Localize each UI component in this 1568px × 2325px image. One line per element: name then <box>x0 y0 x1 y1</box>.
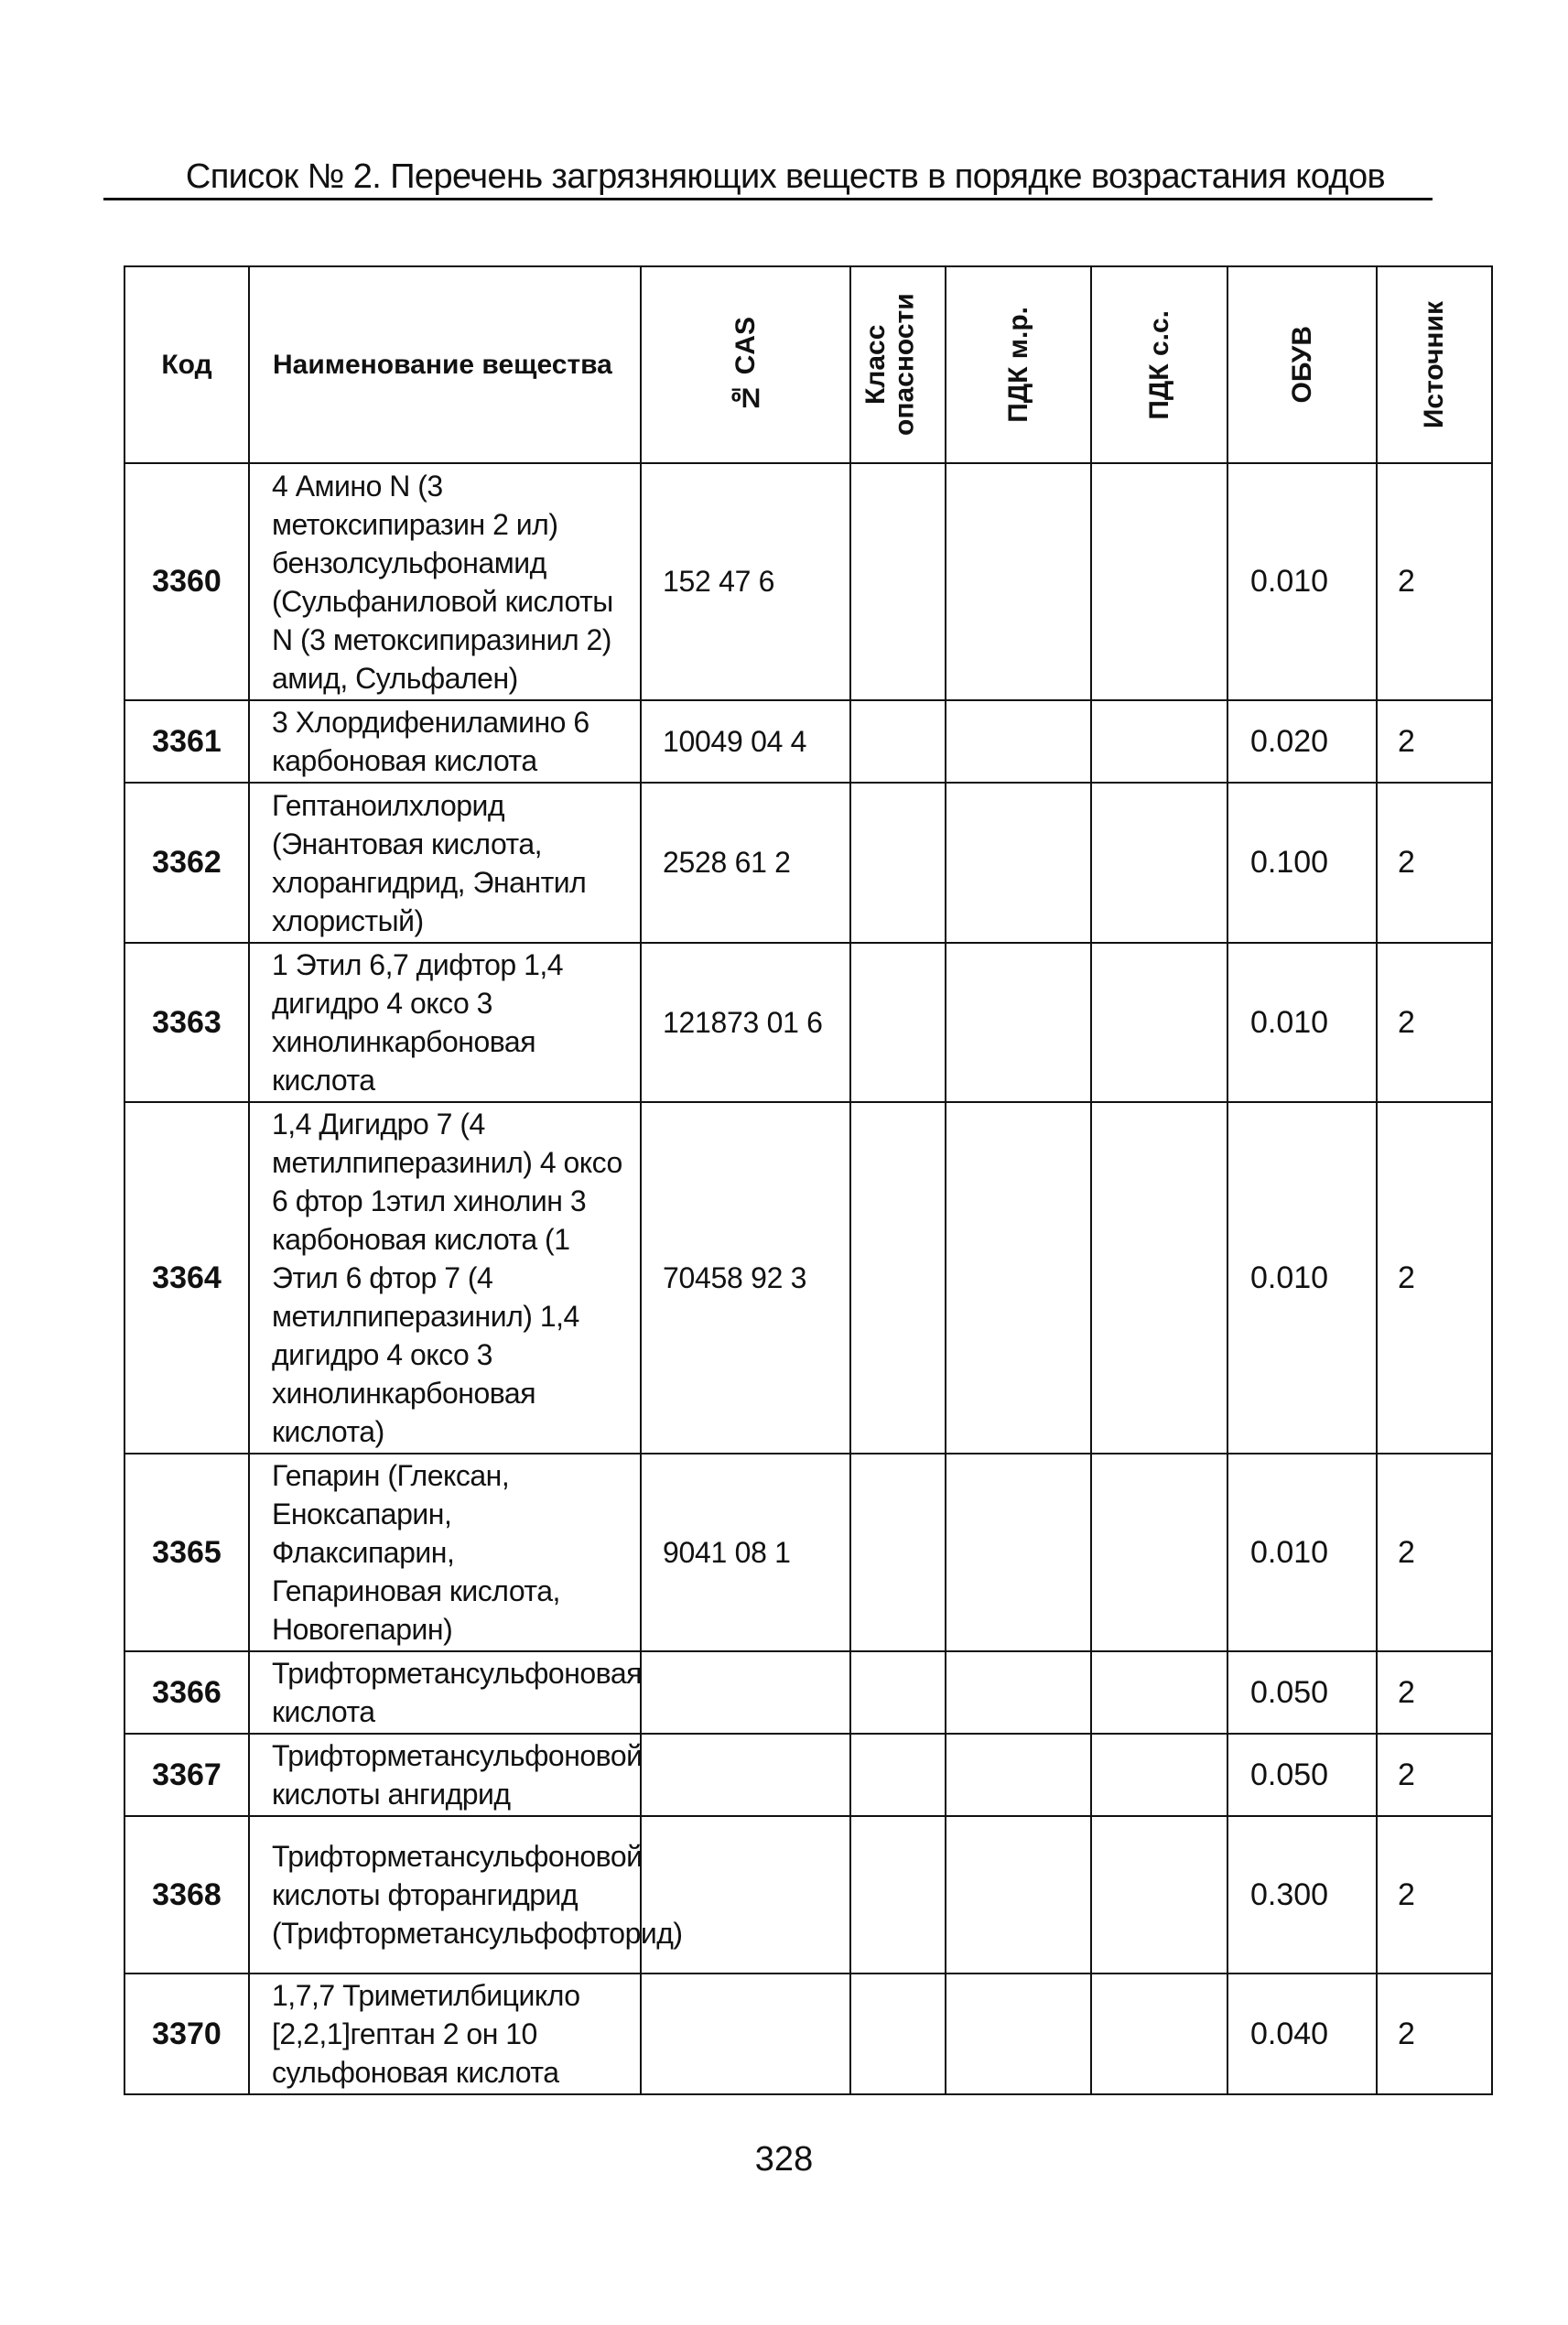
header-cas <box>641 266 850 463</box>
cell-obuv: 0.040 <box>1227 1974 1377 2094</box>
cell-source: 2 <box>1377 1816 1492 1974</box>
cell-hazard-class <box>850 1651 946 1734</box>
table-row <box>124 1974 1492 2094</box>
cell-pdk-mr <box>946 1102 1091 1454</box>
cell-pdk-ss <box>1091 700 1227 783</box>
cell-pdk-mr <box>946 1816 1091 1974</box>
cell-pdk-mr <box>946 1734 1091 1816</box>
cell-obuv: 0.010 <box>1227 1454 1377 1651</box>
cell-pdk-mr <box>946 463 1091 700</box>
header-source <box>1377 266 1492 463</box>
table-row <box>124 1651 1492 1734</box>
cell-name: Трифторметансульфоновой кислоты ангидрид <box>249 1734 641 1816</box>
cell-code: 3365 <box>124 1454 249 1651</box>
cell-pdk-ss <box>1091 943 1227 1102</box>
cell-pdk-mr <box>946 943 1091 1102</box>
table-row <box>124 1102 1492 1454</box>
header-obuv <box>1227 266 1377 463</box>
cell-source: 2 <box>1377 783 1492 943</box>
cell-pdk-ss <box>1091 1816 1227 1974</box>
cell-hazard-class <box>850 1102 946 1454</box>
cell-pdk-ss <box>1091 783 1227 943</box>
cell-cas <box>641 1816 850 1974</box>
cell-name: 1,4 Дигидро 7 (4 метилпиперазинил) 4 оксо 6 фтор 1этил хинолин 3 карбоновая кислота (1 Этил 6 фтор 7 (4 метилпиперазинил) 1,4 дигидро 4 оксо 3 хинолинкарбоновая кислота) <box>249 1102 641 1454</box>
cell-pdk-ss <box>1091 1651 1227 1734</box>
cell-name: Трифторметансульфоновая кислота <box>249 1651 641 1734</box>
header-cas-label: № CAS <box>730 317 761 413</box>
header-source-label: Источник <box>1419 300 1450 429</box>
cell-hazard-class <box>850 783 946 943</box>
cell-cas <box>641 1651 850 1734</box>
cell-name: Трифторметансульфоновой кислоты фторангидрид (Трифторметансульфофторид) <box>249 1816 641 1974</box>
cell-source: 2 <box>1377 1734 1492 1816</box>
cell-cas <box>641 1974 850 2094</box>
cell-code: 3370 <box>124 1974 249 2094</box>
cell-pdk-mr <box>946 1974 1091 2094</box>
header-hazard-class <box>850 266 946 463</box>
cell-code: 3368 <box>124 1816 249 1974</box>
cell-name: 1,7,7 Триметилбицикло [2,2,1]гептан 2 он 10 сульфоновая кислота <box>249 1974 641 2094</box>
page-title: Список № 2. Перечень загрязняющих веществ в порядке возрастания кодов <box>185 157 1386 196</box>
header-pdk-mr-label: ПДК м.р. <box>1002 307 1033 423</box>
title-underline <box>103 198 1433 200</box>
cell-code: 3363 <box>124 943 249 1102</box>
cell-pdk-ss <box>1091 1974 1227 2094</box>
table-header-row <box>124 266 1492 463</box>
cell-source: 2 <box>1377 463 1492 700</box>
cell-cas: 9041 08 1 <box>641 1454 850 1651</box>
table-body <box>124 463 1492 2094</box>
cell-obuv: 0.010 <box>1227 943 1377 1102</box>
header-hazard-class-label: Класс опасности <box>860 293 920 437</box>
cell-name: 1 Этил 6,7 дифтор 1,4 дигидро 4 оксо 3 хинолинкарбоновая кислота <box>249 943 641 1102</box>
cell-pdk-ss <box>1091 1102 1227 1454</box>
cell-obuv: 0.050 <box>1227 1734 1377 1816</box>
cell-cas: 121873 01 6 <box>641 943 850 1102</box>
cell-source: 2 <box>1377 1102 1492 1454</box>
cell-source: 2 <box>1377 943 1492 1102</box>
cell-pdk-ss <box>1091 1454 1227 1651</box>
cell-code: 3361 <box>124 700 249 783</box>
page-number: 328 <box>754 2140 814 2179</box>
cell-obuv: 0.050 <box>1227 1651 1377 1734</box>
cell-code: 3364 <box>124 1102 249 1454</box>
cell-code: 3366 <box>124 1651 249 1734</box>
header-obuv-label: ОБУВ <box>1286 326 1317 404</box>
cell-cas: 2528 61 2 <box>641 783 850 943</box>
cell-code: 3367 <box>124 1734 249 1816</box>
cell-source: 2 <box>1377 700 1492 783</box>
table-row <box>124 1816 1492 1974</box>
cell-obuv: 0.010 <box>1227 1102 1377 1454</box>
cell-obuv: 0.010 <box>1227 463 1377 700</box>
cell-pdk-mr <box>946 700 1091 783</box>
cell-hazard-class <box>850 463 946 700</box>
cell-obuv: 0.300 <box>1227 1816 1377 1974</box>
cell-pdk-mr <box>946 1454 1091 1651</box>
table-row <box>124 943 1492 1102</box>
header-code: Код <box>124 266 249 463</box>
cell-name: 4 Амино N (3 метоксипиразин 2 ил) бензолсульфонамид (Сульфаниловой кислоты N (3 метоксипиразинил 2) амид, Сульфален) <box>249 463 641 700</box>
table-row <box>124 1734 1492 1816</box>
cell-name: Гептаноилхлорид (Энантовая кислота, хлорангидрид, Энантил хлористый) <box>249 783 641 943</box>
table-row <box>124 700 1492 783</box>
cell-cas: 10049 04 4 <box>641 700 850 783</box>
cell-name: Гепарин (Глексан, Еноксапарин, Флаксипарин, Гепариновая кислота, Новогепарин) <box>249 1454 641 1651</box>
cell-code: 3360 <box>124 463 249 700</box>
cell-pdk-ss <box>1091 1734 1227 1816</box>
cell-hazard-class <box>850 1454 946 1651</box>
cell-pdk-ss <box>1091 463 1227 700</box>
cell-name: 3 Хлордифениламино 6 карбоновая кислота <box>249 700 641 783</box>
cell-code: 3362 <box>124 783 249 943</box>
cell-obuv: 0.020 <box>1227 700 1377 783</box>
cell-hazard-class <box>850 1974 946 2094</box>
cell-hazard-class <box>850 1816 946 1974</box>
cell-cas: 152 47 6 <box>641 463 850 700</box>
header-pdk-mr <box>946 266 1091 463</box>
cell-pdk-mr <box>946 1651 1091 1734</box>
cell-pdk-mr <box>946 783 1091 943</box>
cell-hazard-class <box>850 700 946 783</box>
cell-hazard-class <box>850 1734 946 1816</box>
header-pdk-ss <box>1091 266 1227 463</box>
cell-cas <box>641 1734 850 1816</box>
cell-source: 2 <box>1377 1974 1492 2094</box>
cell-obuv: 0.100 <box>1227 783 1377 943</box>
header-pdk-ss-label: ПДК с.с. <box>1143 309 1174 420</box>
table-row <box>124 783 1492 943</box>
header-name: Наименование вещества <box>249 266 641 463</box>
table-row <box>124 1454 1492 1651</box>
substances-table <box>124 265 1493 2095</box>
cell-source: 2 <box>1377 1651 1492 1734</box>
cell-cas: 70458 92 3 <box>641 1102 850 1454</box>
cell-source: 2 <box>1377 1454 1492 1651</box>
cell-hazard-class <box>850 943 946 1102</box>
table-row <box>124 463 1492 700</box>
